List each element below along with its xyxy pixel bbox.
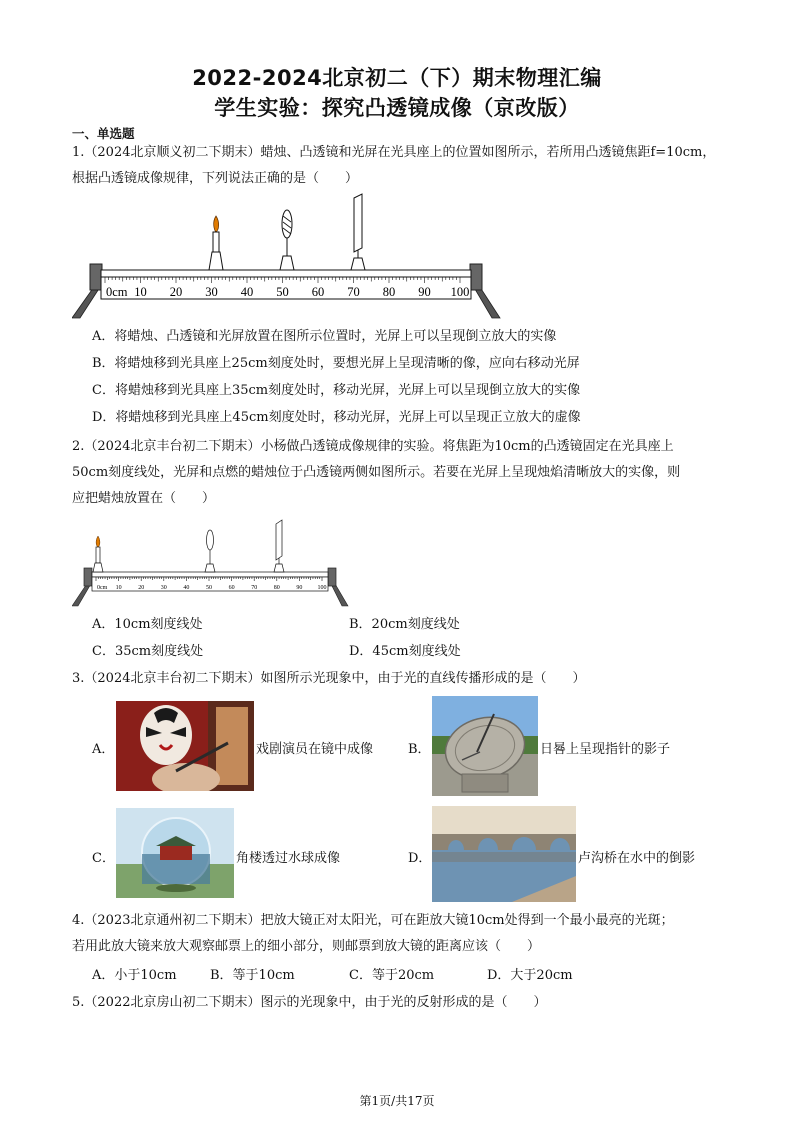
q3-option-b-caption: 日晷上呈现指针的影子	[540, 742, 671, 757]
candle	[209, 216, 223, 270]
opera-mirror-photo	[116, 701, 254, 791]
q4-stem-line2: 若用此放大镜来放大观察邮票上的细小部分，则邮票到放大镜的距离应该（ ）	[72, 939, 541, 954]
scale-label: 10	[134, 285, 147, 299]
scale-label: 30	[205, 285, 218, 299]
lugou-bridge-photo	[432, 806, 576, 902]
scale-label: 40	[240, 285, 254, 299]
bench-left-leg	[72, 264, 102, 318]
scale-label: 0cm	[106, 285, 128, 299]
q2-option-c[interactable]: C．35cm刻度线处	[92, 644, 204, 659]
q1-stem	[72, 140, 732, 192]
q3-option-c-caption: 角楼透过水球成像	[236, 851, 341, 866]
light-screen	[274, 520, 284, 572]
q2-optical-bench-figure	[72, 516, 352, 610]
q1-optical-bench-figure	[72, 192, 522, 324]
scale-label: 100	[317, 585, 327, 591]
crystal-ball-photo	[116, 808, 234, 898]
bench-left-leg	[72, 568, 92, 606]
q3-option-d-letter[interactable]: D．	[408, 851, 432, 866]
scale-label: 50	[206, 585, 212, 591]
scale-label: 20	[169, 285, 183, 299]
scale-label: 90	[296, 585, 303, 591]
page-footer: 第1页/共17页	[359, 1094, 435, 1108]
convex-lens	[205, 530, 215, 572]
q1-option-a[interactable]: A．将蜡烛、凸透镜和光屏放置在图所示位置时，光屏上可以呈现倒立放大的实像	[92, 329, 557, 344]
q4-option-d[interactable]: D．大于20cm	[487, 968, 573, 983]
scale-label: 40	[183, 585, 190, 591]
q4-option-c[interactable]: C．等于20cm	[349, 968, 435, 983]
q3-option-d-caption: 卢沟桥在水中的倒影	[578, 851, 696, 866]
q1-stem-line1: 1.（2024北京顺义初二下期末）蜡烛、凸透镜和光屏在光具座上的位置如图所示，若所用凸透镜焦距f=10cm，	[72, 145, 716, 160]
scale-label: 50	[276, 285, 289, 299]
bench-right-leg	[328, 568, 348, 606]
scale-label: 90	[418, 285, 431, 299]
convex-lens	[280, 210, 294, 270]
bench-rail	[92, 572, 328, 577]
scale-label: 0cm	[97, 585, 108, 591]
q2-option-b[interactable]: B．20cm刻度线处	[349, 617, 460, 632]
section-heading: 一、单选题	[72, 126, 135, 141]
scale-label: 10	[115, 585, 122, 591]
scale-label: 80	[382, 285, 396, 299]
light-screen	[351, 194, 365, 270]
q1-option-c[interactable]: C．将蜡烛移到光具座上35cm刻度处时，移动光屏，光屏上可以呈现倒立放大的实像	[92, 383, 581, 398]
q5-stem: 5.（2022北京房山初二下期末）图示的光现象中，由于光的反射形成的是（ ）	[72, 995, 547, 1010]
q3-option-a-caption: 戏剧演员在镜中成像	[256, 742, 374, 757]
scale-label: 20	[138, 585, 145, 591]
q2-option-a[interactable]: A．10cm刻度线处	[92, 617, 203, 632]
scale-label: 70	[347, 285, 360, 299]
q1-option-b[interactable]: B．将蜡烛移到光具座上25cm刻度处时，要想光屏上呈现清晰的像，应向右移动光屏	[92, 356, 580, 371]
doc-title-line2: 学生实验：探究凸透镜成像（京改版）	[214, 96, 580, 120]
q4-stem-line1: 4.（2023北京通州初二下期末）把放大镜正对太阳光，可在距放大镜10cm处得到一个最小最亮的光斑；	[72, 913, 674, 928]
q1-stem-line2: 根据凸透镜成像规律，下列说法正确的是（ ）	[72, 171, 359, 186]
bench-right-leg	[470, 264, 500, 318]
candle	[93, 536, 103, 572]
scale-label: 100	[450, 285, 470, 299]
q4-option-b[interactable]: B．等于10cm	[210, 968, 295, 983]
q2-stem-line1: 2.（2024北京丰台初二下期末）小杨做凸透镜成像规律的实验。将焦距为10cm的凸透镜固定在光具座上	[72, 439, 674, 454]
q4-option-a[interactable]: A．小于10cm	[92, 968, 177, 983]
q1-option-d[interactable]: D．将蜡烛移到光具座上45cm刻度处时，移动光屏，光屏上可以呈现正立放大的虚像	[92, 410, 581, 425]
q2-stem-line2: 50cm刻度线处，光屏和点燃的蜡烛位于凸透镜两侧如图所示。若要在光屏上呈现烛焰清晰放大的实像，则	[72, 465, 681, 480]
q3-stem: 3.（2024北京丰台初二下期末）如图所示光现象中，由于光的直线传播形成的是（ ）	[72, 671, 586, 686]
scale-label: 60	[228, 585, 235, 591]
scale-label: 60	[311, 285, 325, 299]
scale-label: 80	[273, 585, 280, 591]
q3-option-c-letter[interactable]: C．	[92, 851, 115, 866]
q2-option-d[interactable]: D．45cm刻度线处	[349, 644, 461, 659]
q4-stem	[72, 908, 732, 960]
sundial-photo	[432, 696, 538, 796]
bench-rail	[101, 270, 471, 277]
scale-label: 30	[160, 585, 167, 591]
q3-option-b-letter[interactable]: B．	[408, 742, 431, 757]
q2-stem	[72, 434, 732, 512]
doc-title-line1: 2022-2024北京初二（下）期末物理汇编	[192, 66, 602, 90]
q2-stem-line3: 应把蜡烛放置在（ ）	[72, 491, 216, 506]
scale-label: 70	[251, 585, 258, 591]
q3-option-a-letter[interactable]: A．	[92, 742, 115, 757]
